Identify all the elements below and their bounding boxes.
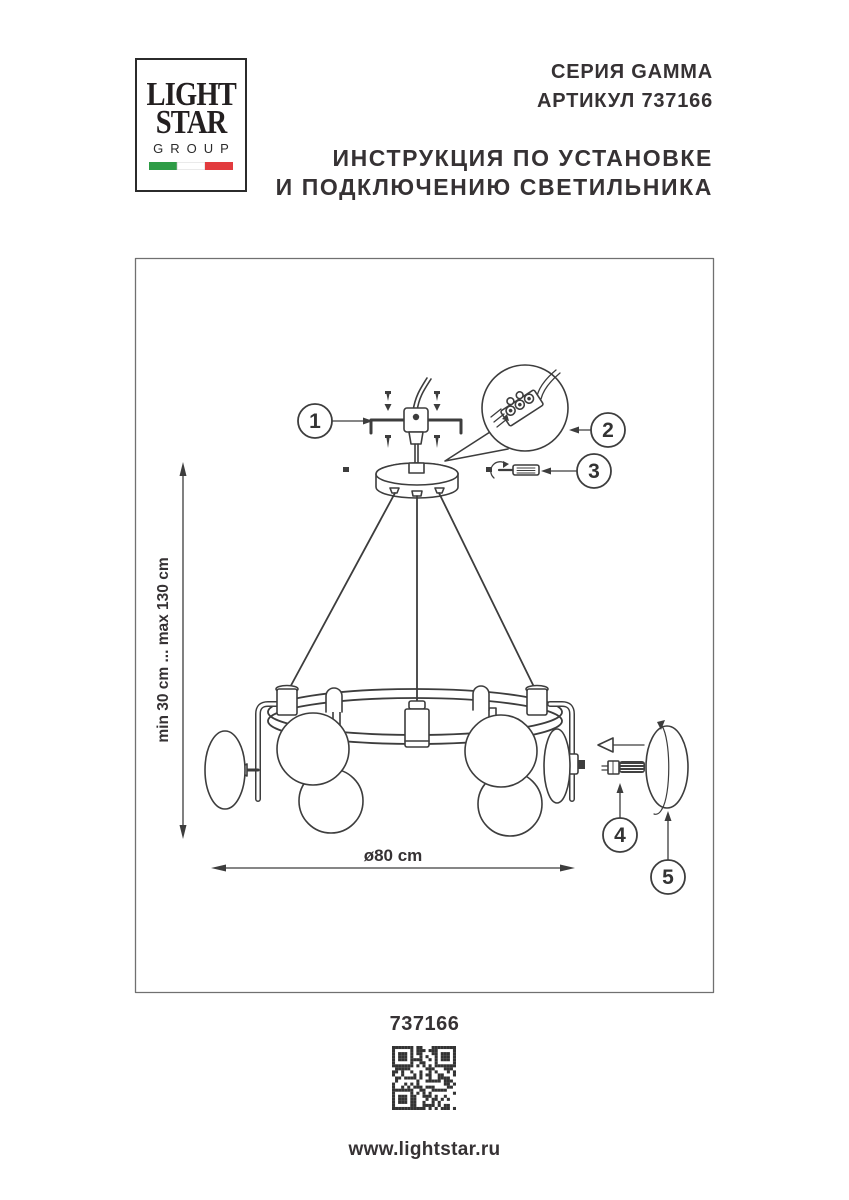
- lamp-socket-pins: [578, 760, 585, 769]
- height-dimension-label: min 30 cm ... max 130 cm: [155, 557, 172, 743]
- callout-2-number: 2: [602, 419, 614, 442]
- logo-line2: STAR: [155, 103, 227, 141]
- canopy-screw-left: [343, 467, 349, 472]
- sphere-front-left: [277, 713, 349, 785]
- diameter-dimension-label: ø80 cm: [363, 846, 423, 865]
- instruction-line2: И ПОДКЛЮЧЕНИЮ СВЕТИЛЬНИКА: [275, 174, 713, 200]
- led-lamp: [602, 761, 645, 774]
- callout-4-number: 4: [614, 824, 626, 847]
- callout-3-number: 3: [588, 460, 600, 483]
- series-title: СЕРИЯ GAMMA: [551, 61, 713, 83]
- article-title: АРТИКУЛ 737166: [536, 90, 713, 112]
- central-pendant: [405, 701, 429, 747]
- instruction-line1: ИНСТРУКЦИЯ ПО УСТАНОВКЕ: [332, 145, 713, 171]
- ceiling-canopy: [376, 463, 458, 498]
- callout-5-number: 5: [662, 866, 674, 889]
- footer-website: www.lightstar.ru: [348, 1139, 501, 1160]
- sphere-side-right: [544, 729, 570, 803]
- footer-article-number: 737166: [389, 1013, 460, 1035]
- sphere-side-left: [205, 731, 245, 809]
- sphere-front-right: [465, 715, 537, 787]
- logo-line3: GROUP: [153, 140, 236, 156]
- callout-1-number: 1: [309, 410, 321, 433]
- qr-code: [392, 1046, 456, 1110]
- diagram-frame: [136, 259, 714, 993]
- logo-line1: LIGHT: [146, 75, 236, 113]
